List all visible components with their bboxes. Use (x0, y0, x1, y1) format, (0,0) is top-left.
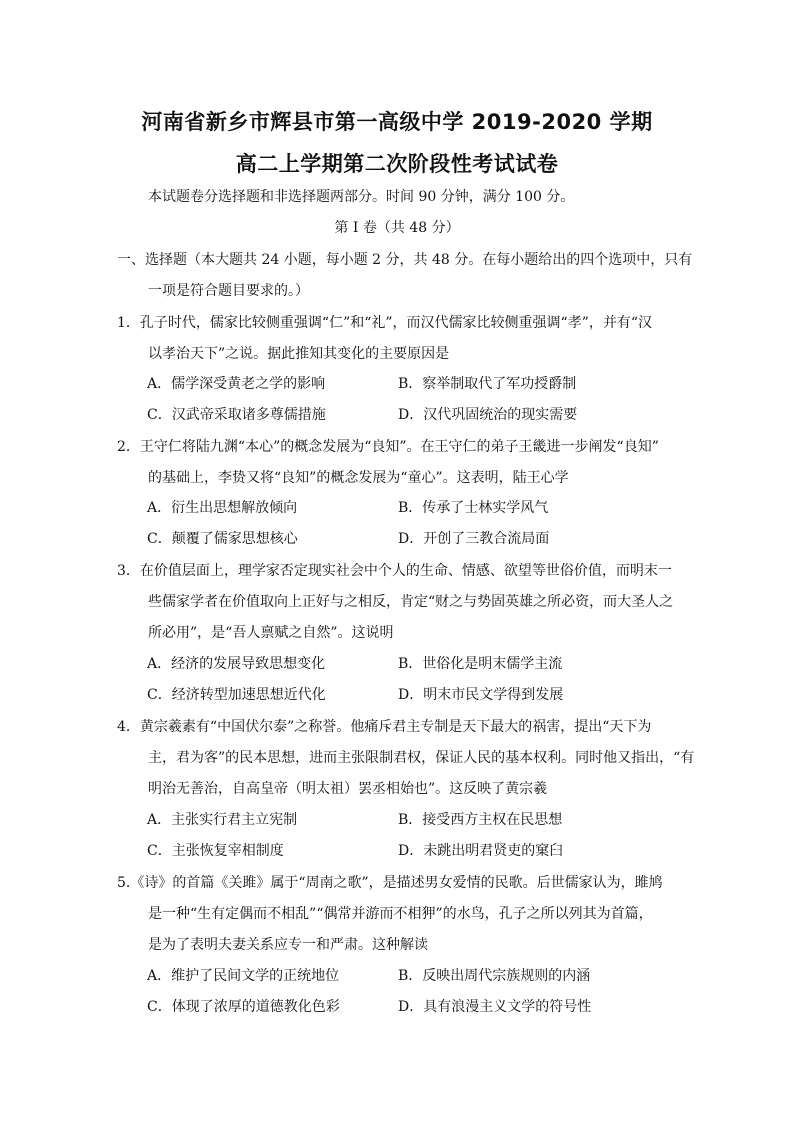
question-2-option-d: D．开创了三教合流局面 (398, 531, 550, 547)
question-2-option-a: A．衍生出思想解放倾向 (147, 500, 298, 516)
question-3-line1: 3．在价值层面上，理学家否定现实社会中个人的生命、情感、欲望等世俗价值，而明末一 (117, 563, 672, 579)
question-1-option-a: A．儒学深受黄老之学的影响 (147, 376, 326, 392)
question-3-option-b: B．世俗化是明末儒学主流 (398, 656, 563, 672)
question-2-option-b: B．传承了士林实学风气 (398, 500, 549, 516)
instructions-line1: 一、选择题（本大题共 24 小题，每小题 2 分，共 48 分。在每小题给出的四个选项中，只有 (117, 252, 693, 268)
question-1-line2: 以孝治天下”之说。据此推知其变化的主要原因是 (148, 346, 450, 362)
question-4-option-a: A．主张实行君主立宪制 (147, 812, 298, 828)
question-5-option-b: B．反映出周代宗族规则的内涵 (398, 968, 591, 984)
question-3-option-a: A．经济的发展导致思想变化 (147, 656, 326, 672)
question-5-option-c: C．体现了浓厚的道德教化色彩 (147, 999, 340, 1015)
question-5-option-d: D．具有浪漫主义文学的符号性 (398, 999, 592, 1015)
question-5-line1: 5.《诗》的首篇《关雎》属于“周南之歌”，是描述男女爱情的民歌。后世儒家认为，雎鸠 (117, 875, 663, 891)
question-4-option-b: B．接受西方主权在民思想 (398, 812, 563, 828)
question-3-line2: 些儒家学者在价值取向上正好与之相反，肯定“财之与势固英雄之所必资，而大圣人之 (148, 594, 674, 610)
question-5-line3: 是为了表明夫妻关系应专一和严肃。这种解读 (148, 937, 428, 953)
question-3-option-c: C．经济转型加速思想近代化 (147, 687, 326, 703)
question-1-option-b: B．察举制取代了军功授爵制 (398, 376, 577, 392)
question-4-line1: 4．黄宗羲素有“中国伏尔泰”之称誉。他痛斥君主专制是天下最大的祸害，提出“天下为 (117, 719, 652, 735)
question-5-option-a: A．维护了民间文学的正统地位 (147, 968, 340, 984)
instructions-line2: 一项是符合题目要求的。） (148, 283, 309, 299)
question-2-line1: 2．王守仁将陆九渊“本心”的概念发展为“良知”。在王守仁的弟子王畿进一步阐发“良知” (117, 439, 659, 455)
question-1-option-c: C．汉武帝采取诸多尊儒措施 (147, 407, 326, 423)
question-3-line3: 所必用”，是“吾人禀赋之自然”。这说明 (148, 625, 394, 641)
question-4-line3: 明治无善治，自高皇帝（明太祖）罢丞相始也”。这反映了黄宗羲 (148, 781, 548, 797)
question-3-option-d: D．明末市民文学得到发展 (398, 687, 564, 703)
question-2-option-c: C．颠覆了儒家思想核心 (147, 531, 298, 547)
exam-title-line2: 高二上学期第二次阶段性考试试卷 (235, 152, 559, 176)
question-1-option-d: D．汉代巩固统治的现实需要 (398, 407, 578, 423)
question-4-option-d: D．未跳出明君贤吏的窠臼 (398, 843, 564, 859)
question-1-line1: 1．孔子时代，儒家比较侧重强调“仁”和“礼”，而汉代儒家比较侧重强调“孝”，并有“汉 (117, 315, 653, 331)
section-title: 第 I 卷（共 48 分） (334, 220, 460, 236)
question-2-line2: 的基础上，李贽又将“良知”的概念发展为“童心”。这表明，陆王心学 (148, 470, 569, 486)
question-5-line2: 是一种“生有定偶而不相乱”“偶常并游而不相狎”的水鸟，孔子之所以列其为首篇， (148, 906, 653, 922)
exam-intro: 本试题卷分选择题和非选择题两部分。时间 90 分钟，满分 100 分。 (148, 189, 575, 205)
question-4-line2: 主，君为客”的民本思想，进而主张限制君权，保证人民的基本权利。同时他又指出，“有 (148, 750, 695, 766)
question-4-option-c: C．主张恢复宰相制度 (147, 843, 284, 859)
exam-title-line1: 河南省新乡市辉县市第一高级中学 2019-2020 学期 (141, 110, 653, 134)
